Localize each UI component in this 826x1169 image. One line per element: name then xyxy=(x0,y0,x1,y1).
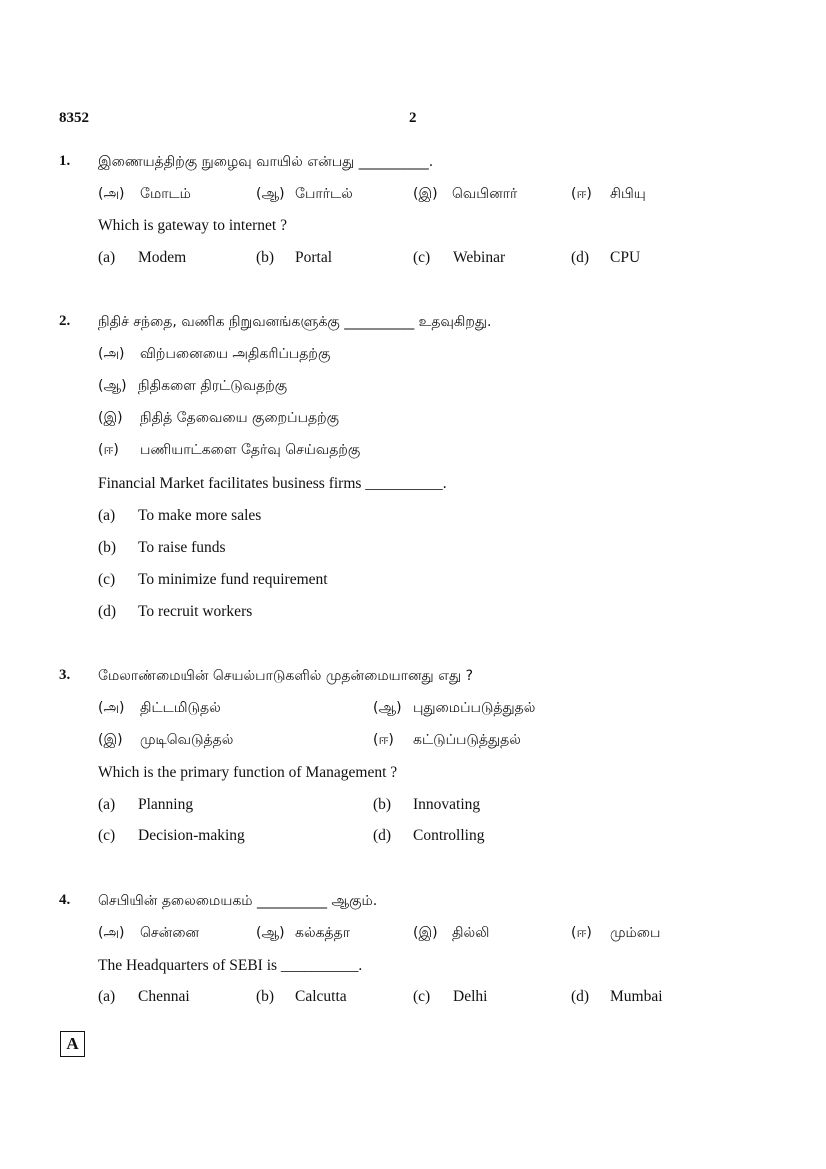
tamil-question: நிதிச் சந்தை, வணிக நிறுவனங்களுக்கு __________ உதவுகிறது. xyxy=(98,314,492,330)
option-label: (ஈ) xyxy=(373,732,394,748)
option-text: Planning xyxy=(138,796,194,813)
option-label: (ஆ) xyxy=(256,925,285,941)
option-text: சென்னை xyxy=(140,925,200,941)
option-text: கட்டுப்படுத்துதல் xyxy=(413,732,521,748)
option-text: Calcutta xyxy=(295,988,347,1005)
page-number: 2 xyxy=(409,110,417,126)
option-label: (a) xyxy=(98,796,116,813)
paper-code: 8352 xyxy=(59,110,89,126)
option-label: (ஈ) xyxy=(98,442,119,458)
option-text: Innovating xyxy=(413,796,481,813)
option-label: (c) xyxy=(98,827,116,844)
option-label: (a) xyxy=(98,507,116,524)
option-text: To raise funds xyxy=(138,539,226,556)
option-label: (b) xyxy=(98,539,117,556)
option-label: (ஆ) xyxy=(373,700,402,716)
option-label: (அ) xyxy=(98,346,125,362)
english-question: Which is gateway to internet ? xyxy=(98,217,287,234)
option-label: (b) xyxy=(256,988,275,1005)
option-text: Decision-making xyxy=(138,827,245,844)
option-label: (இ) xyxy=(413,925,438,941)
english-question: The Headquarters of SEBI is __________. xyxy=(98,957,363,974)
option-text: Portal xyxy=(295,249,333,266)
option-label: (c) xyxy=(98,571,116,588)
option-label: (அ) xyxy=(98,700,125,716)
option-label: (c) xyxy=(413,249,431,266)
option-text: Chennai xyxy=(138,988,190,1005)
option-label: (இ) xyxy=(98,410,123,426)
option-label: (d) xyxy=(98,603,117,620)
english-question: Which is the primary function of Management ? xyxy=(98,764,398,781)
option-text: Webinar xyxy=(453,249,506,266)
option-text: மோடம் xyxy=(140,186,191,202)
option-text: போர்டல் xyxy=(295,186,353,202)
option-text: மும்பை xyxy=(610,925,661,941)
tamil-question: இணையத்திற்கு நுழைவு வாயில் என்பது __________. xyxy=(98,154,434,170)
question-number: 1. xyxy=(59,153,71,169)
option-label: (a) xyxy=(98,249,116,266)
option-text: To recruit workers xyxy=(138,603,253,620)
option-text: முடிவெடுத்தல் xyxy=(140,732,234,748)
question-number: 3. xyxy=(59,667,71,683)
option-label: (b) xyxy=(373,796,392,813)
option-label: (ஈ) xyxy=(571,186,592,202)
option-label: (d) xyxy=(571,249,590,266)
version-box: A xyxy=(60,1031,85,1057)
option-text: திட்டமிடுதல் xyxy=(140,700,221,716)
option-label: (a) xyxy=(98,988,116,1005)
option-text: To minimize fund requirement xyxy=(138,571,328,588)
option-text: விற்பனையை அதிகரிப்பதற்கு xyxy=(140,346,331,362)
question-number: 4. xyxy=(59,892,71,908)
option-text: நிதிகளை திரட்டுவதற்கு xyxy=(138,378,288,394)
option-text: நிதித் தேவையை குறைப்பதற்கு xyxy=(140,410,340,426)
option-label: (b) xyxy=(256,249,275,266)
option-text: Mumbai xyxy=(610,988,663,1005)
option-text: புதுமைப்படுத்துதல் xyxy=(413,700,536,716)
option-text: To make more sales xyxy=(138,507,262,524)
english-question: Financial Market facilitates business firms __________. xyxy=(98,475,447,492)
option-label: (ஆ) xyxy=(256,186,285,202)
option-text: சிபியு xyxy=(610,186,646,202)
tamil-question: செபியின் தலைமையகம் __________ ஆகும். xyxy=(98,893,378,909)
option-label: (ஈ) xyxy=(571,925,592,941)
option-text: Delhi xyxy=(453,988,488,1005)
option-text: Controlling xyxy=(413,827,485,844)
tamil-question: மேலாண்மையின் செயல்பாடுகளில் முதன்மையானது எது ? xyxy=(98,668,474,684)
option-label: (இ) xyxy=(98,732,123,748)
option-label: (ஆ) xyxy=(98,378,127,394)
option-label: (இ) xyxy=(413,186,438,202)
option-text: கல்கத்தா xyxy=(295,925,351,941)
question-number: 2. xyxy=(59,313,71,329)
option-label: (d) xyxy=(373,827,392,844)
option-label: (d) xyxy=(571,988,590,1005)
option-text: Modem xyxy=(138,249,187,266)
option-text: CPU xyxy=(610,249,641,266)
option-label: (அ) xyxy=(98,186,125,202)
option-text: வெபினார் xyxy=(452,186,518,202)
option-label: (c) xyxy=(413,988,431,1005)
option-text: பணியாட்களை தேர்வு செய்வதற்கு xyxy=(140,442,361,458)
option-text: தில்லி xyxy=(452,925,490,941)
option-label: (அ) xyxy=(98,925,125,941)
